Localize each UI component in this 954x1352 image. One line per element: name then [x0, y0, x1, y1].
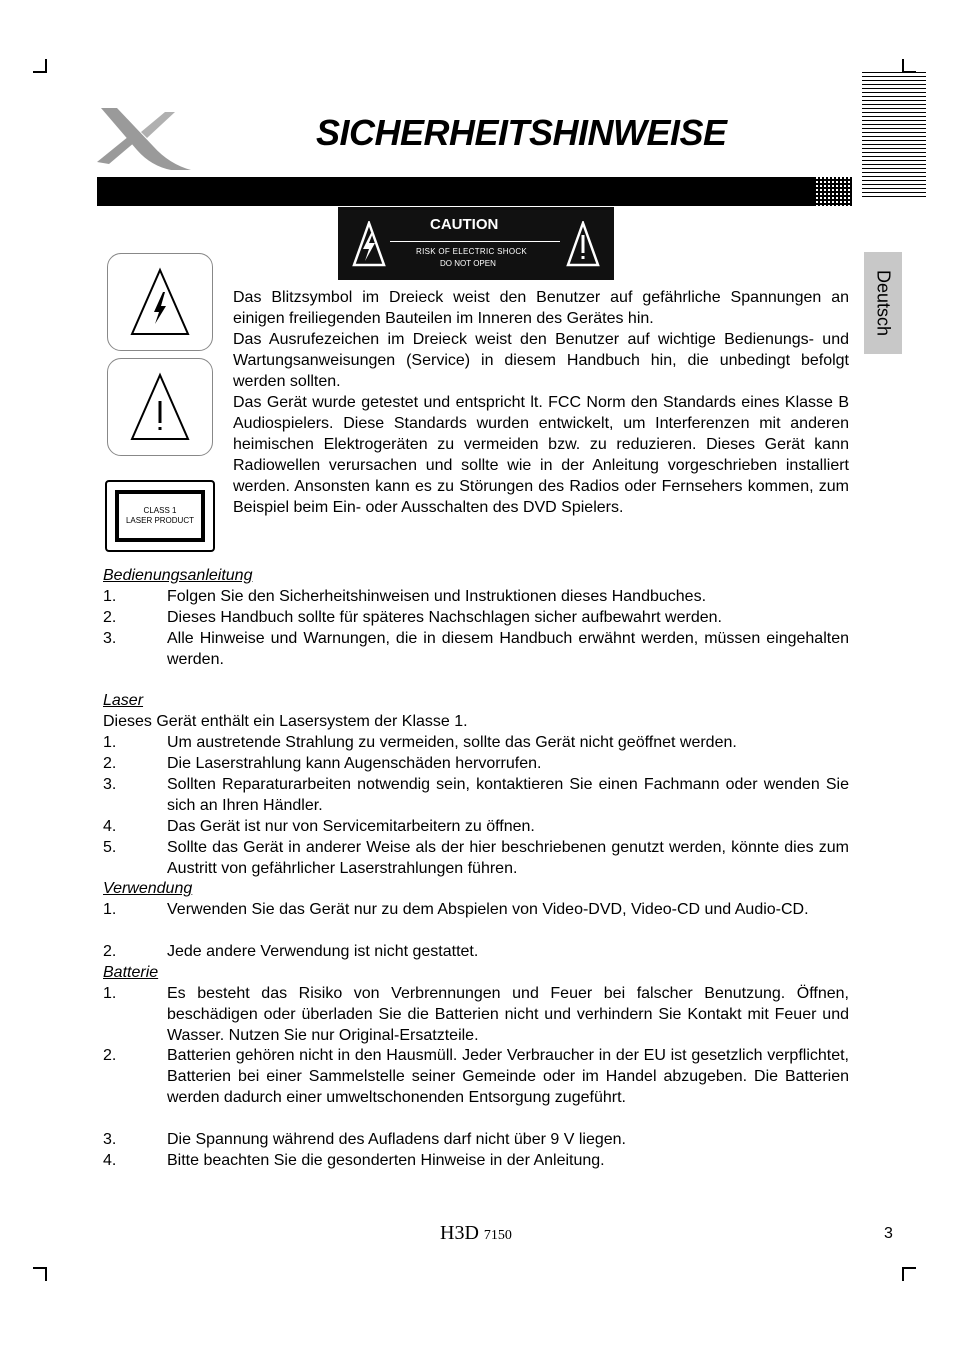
footer-model-number: 7150	[483, 1228, 512, 1243]
list-item-number: 2.	[103, 755, 117, 772]
caution-line-1: RISK OF ELECTRIC SHOCK	[416, 247, 528, 256]
list-item	[103, 837, 849, 879]
list-item	[103, 983, 849, 1046]
list-item	[103, 586, 849, 607]
list-item-text: Um austretende Strahlung zu vermeiden, sollte das Gerät nicht geöffnet werden.	[167, 734, 737, 751]
list-item-text: Batterien gehören nicht in den Hausmüll. Jeder Verbraucher in der EU ist gesetzlich verpflichtet, Batterien bei einer Sammelstelle seiner Gemeinde oder im Handel abzugeben. Die Batterien werden dadurch einer umweltschonenden Entsorgung zugeführt.	[167, 1047, 849, 1106]
exclamation-warning-icon	[566, 221, 600, 267]
list-item-number: 3.	[103, 630, 117, 647]
list-item-number: 3.	[103, 1131, 117, 1148]
list-item-number: 2.	[103, 1047, 117, 1064]
list-item-number: 4.	[103, 818, 117, 835]
list-item-number: 2.	[103, 943, 117, 960]
list-item	[103, 774, 849, 816]
laser-label-inner-frame	[115, 490, 205, 542]
footer-model-name: H3D	[440, 1222, 479, 1244]
lightning-symbol-box	[107, 253, 213, 351]
list-item	[103, 607, 849, 628]
laser-label-line-2: LASER PRODUCT	[125, 516, 194, 525]
list-item-number: 3.	[103, 776, 117, 793]
section-heading-batterie: Batterie	[103, 964, 159, 981]
intro-paragraph-1: Das Blitzsymbol im Dreieck weist den Benutzer auf gefährliche Spannungen an einigen freiliegenden Bauteilen im Inneren des Gerätes hin.	[233, 289, 849, 327]
page-title: SICHERHEITSHINWEISE	[316, 112, 727, 153]
list-item-number: 1.	[103, 901, 117, 918]
list-item	[103, 628, 849, 670]
list-item-text: Dieses Handbuch sollte für späteres Nachschlagen sicher aufbewahrt werden.	[167, 609, 722, 626]
crop-mark-top-left	[33, 59, 47, 73]
intro-paragraph-3: Das Gerät wurde getestet und entspricht lt. FCC Norm den Standards eines Klasse B Audiospielers. Diese Standards wurden entwickelt, um Interferenzen mit anderen heimischen Elektrogeräten zu vermeiden bzw. zu reduzieren. Dieses Gerät kann Radiowellen verursachen und sollte wie in der Anleitung vorgeschrieben installiert werden. Ansonsten kann es zu Störungen des Radios oder Fernsehers kommen, zum Beispiel beim Ein- oder Ausschalten des DVD Spielers.	[233, 394, 849, 516]
footer-model	[440, 1222, 512, 1245]
language-tab-label: Deutsch	[873, 269, 894, 337]
list-item	[103, 899, 849, 920]
list-item-number: 2.	[103, 609, 117, 626]
list-item-text: Jede andere Verwendung ist nicht gestattet.	[167, 943, 479, 960]
exclamation-symbol-box	[107, 358, 213, 456]
brand-x-logo	[95, 106, 193, 172]
section-heading-laser: Laser	[103, 692, 144, 709]
section-heading-verwendung: Verwendung	[103, 880, 193, 897]
bar-dither-pattern	[816, 177, 852, 206]
section-heading-bedienung: Bedienungsanleitung	[103, 567, 253, 584]
list-item-number: 1.	[103, 734, 117, 751]
decorative-stripes	[862, 72, 926, 199]
caution-divider	[390, 241, 560, 242]
laser-label-line-1: CLASS 1	[143, 506, 177, 515]
lightning-triangle-icon	[128, 266, 192, 338]
list-item	[103, 732, 849, 753]
language-tab	[864, 252, 902, 354]
list-item-text: Die Spannung während des Aufladens darf nicht über 9 V liegen.	[167, 1131, 626, 1148]
crop-mark-bottom-left	[33, 1267, 47, 1281]
list-item	[103, 1129, 849, 1150]
list-item-number: 1.	[103, 588, 117, 605]
exclamation-triangle-icon	[128, 371, 192, 443]
list-item	[103, 941, 849, 962]
list-item	[103, 1045, 849, 1108]
list-item	[103, 1150, 849, 1171]
list-item	[103, 753, 849, 774]
list-item-text: Sollte das Gerät in anderer Weise als der hier beschriebenen genutzt werden, könnte dies zum Austritt von gefährlicher Laserstrahlungen führen.	[167, 839, 849, 877]
caution-title: CAUTION	[430, 216, 499, 233]
list-item-text: Verwenden Sie das Gerät nur zu dem Abspielen von Video-DVD, Video-CD und Audio-CD.	[167, 901, 809, 918]
list-item-text: Sollten Reparaturarbeiten notwendig sein, kontaktieren Sie einen Fachmann oder wenden Sie sich an Ihren Händler.	[167, 776, 849, 814]
list-item-number: 5.	[103, 839, 117, 856]
intro-paragraph-2: Das Ausrufezeichen im Dreieck weist den Benutzer auf wichtige Bedienungs- und Wartungsanweisungen (Service) in diesem Handbuch hin, die unbedingt befolgt werden sollten.	[233, 331, 849, 390]
header-bar	[97, 177, 852, 206]
list-item-number: 1.	[103, 985, 117, 1002]
caution-label	[338, 207, 614, 280]
crop-mark-top-right	[902, 59, 916, 73]
list-item-text: Die Laserstrahlung kann Augenschäden hervorrufen.	[167, 755, 542, 772]
list-item-number: 4.	[103, 1152, 117, 1169]
laser-class-label	[105, 480, 215, 552]
list-item-text: Bitte beachten Sie die gesonderten Hinweise in der Anleitung.	[167, 1152, 605, 1169]
laser-label-text	[119, 506, 201, 526]
list-item-text: Folgen Sie den Sicherheitshinweisen und Instruktionen dieses Handbuches.	[167, 588, 707, 605]
page-number: 3	[884, 1225, 893, 1242]
list-item-text: Alle Hinweise und Warnungen, die in diesem Handbuch erwähnt werden, müssen eingehalten werden.	[167, 630, 849, 668]
lightning-warning-icon	[352, 221, 386, 267]
list-item-text: Es besteht das Risiko von Verbrennungen und Feuer bei falscher Benutzung. Öffnen, beschädigen oder überladen Sie die Batterien nicht und verhindern Sie Kontakt mit Feuer und Wasser. Nutzen Sie nur Original-Ersatzteile.	[167, 985, 849, 1044]
laser-intro-text: Dieses Gerät enthält ein Lasersystem der Klasse 1.	[103, 713, 468, 730]
caution-line-2: DO NOT OPEN	[440, 259, 496, 268]
list-item	[103, 816, 849, 837]
list-item-text: Das Gerät ist nur von Servicemitarbeitern zu öffnen.	[167, 818, 535, 835]
crop-mark-bottom-right	[902, 1267, 916, 1281]
